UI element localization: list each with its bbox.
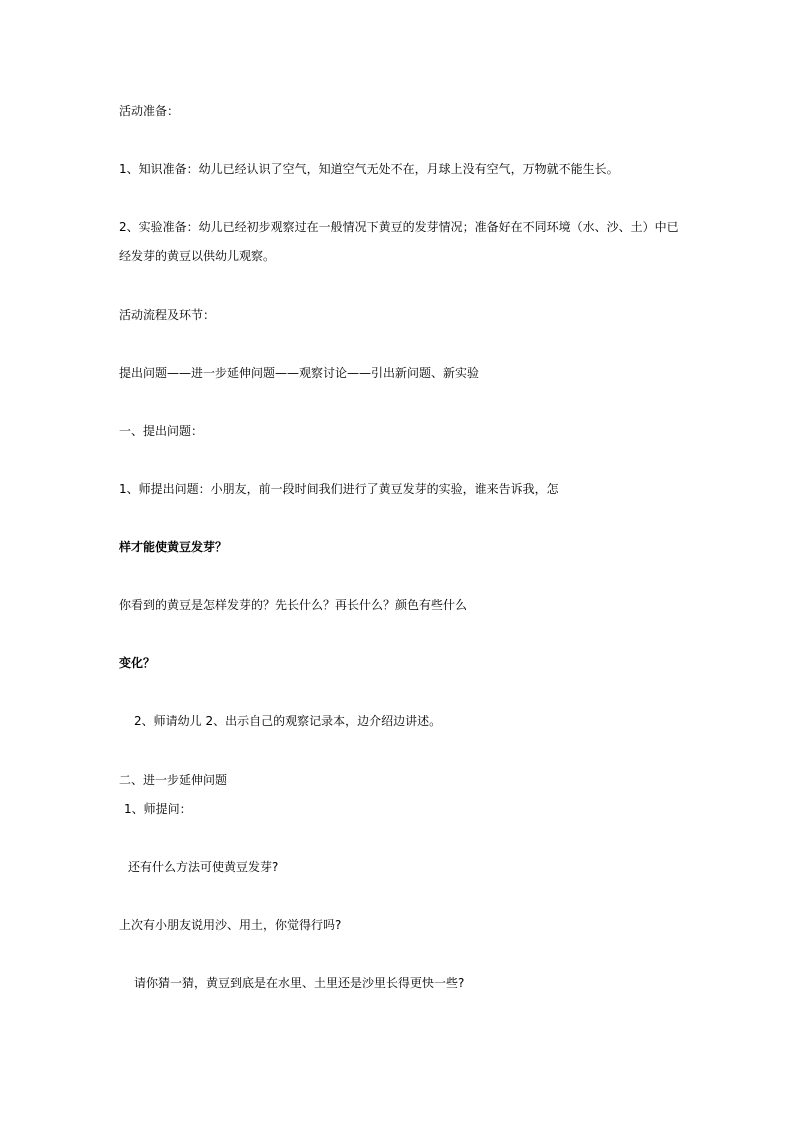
teacher-asks: 1、师提问：	[124, 802, 192, 816]
other-methods-question: 还有什么方法可使黄豆发芽?	[128, 860, 279, 874]
sprouting-question: 你看到的黄豆是怎样发芽的？先长什么？再长什么？颜色有些什么	[119, 598, 468, 612]
heading-activity-process: 活动流程及环节：	[119, 308, 216, 322]
process-outline: 提出问题——进一步延伸问题——观察讨论——引出新问题、新实验	[119, 366, 480, 380]
teacher-invites-children: 2、师请幼儿 2、出示自己的观察记录本，边介绍边讲述。	[134, 714, 442, 728]
guess-growth-question: 请你猜一猜，黄豆到底是在水里、土里还是沙里长得更快一些?	[134, 976, 465, 990]
heading-activity-preparation: 活动准备：	[119, 104, 180, 118]
experiment-preparation-line-2: 经发芽的黄豆以供幼儿观察。	[119, 249, 276, 263]
section-one-heading: 一、提出问题：	[119, 424, 204, 438]
sand-soil-question: 上次有小朋友说用沙、用土，你觉得行吗?	[119, 918, 342, 932]
teacher-question-line-1: 1、师提出问题：小朋友，前一段时间我们进行了黄豆发芽的实验，谁来告诉我，怎	[119, 482, 559, 496]
experiment-preparation-line-1: 2、实验准备：幼儿已经初步观察过在一般情况下黄豆的发芽情况；准备好在不同环境（水、沙、土）中已	[119, 220, 679, 234]
section-two-heading: 二、进一步延伸问题	[119, 773, 228, 787]
change-question: 变化？	[119, 656, 156, 670]
teacher-question-line-2: 样才能使黄豆发芽？	[119, 540, 228, 554]
knowledge-preparation: 1、知识准备：幼儿已经认识了空气，知道空气无处不在，月球上没有空气，万物就不能生长。	[119, 162, 619, 176]
